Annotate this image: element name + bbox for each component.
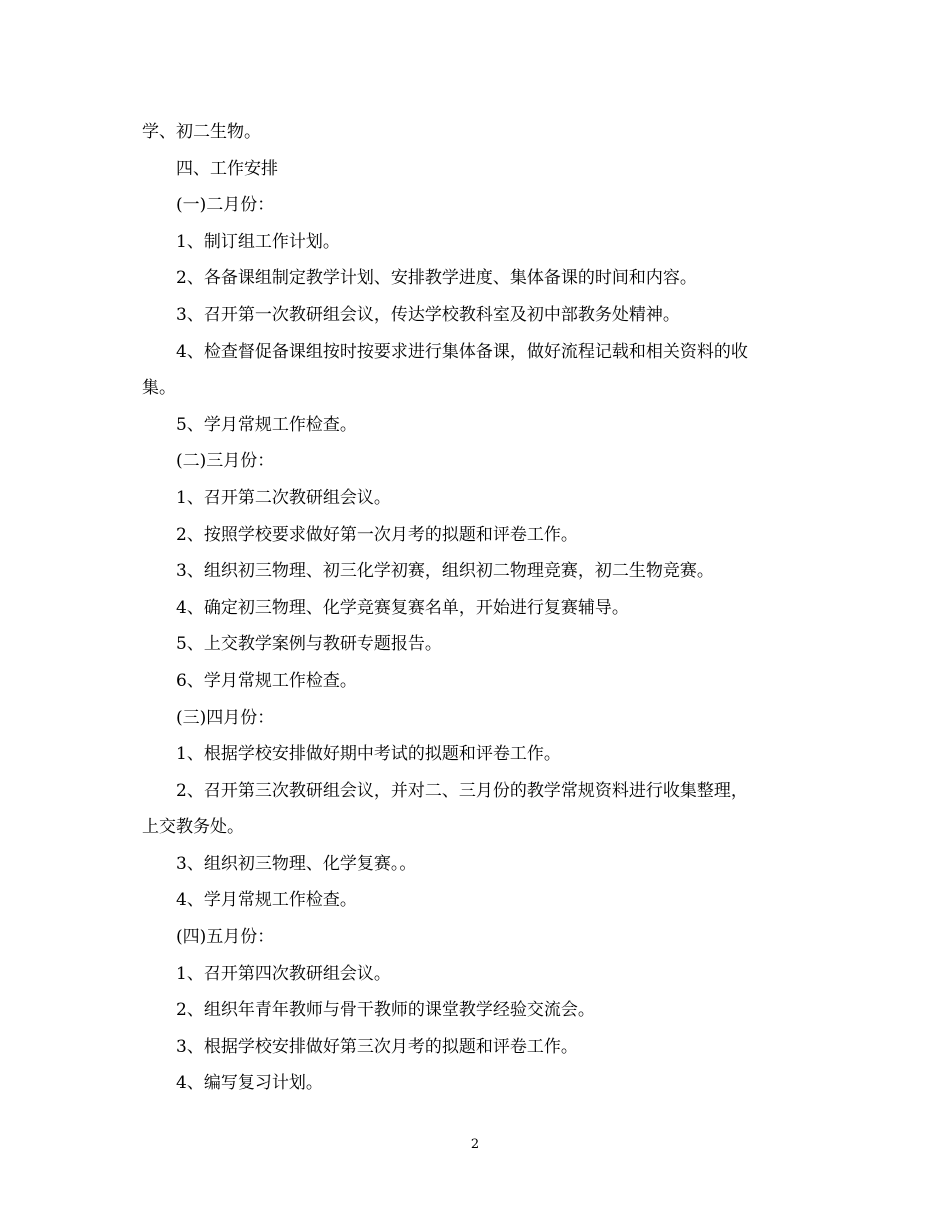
text-line: 5、上交教学案例与教研专题报告。 (176, 634, 442, 655)
text-line: (二)三月份： (176, 451, 275, 472)
text-line: 2、各备课组制定教学计划、安排教学进度、集体备课的时间和内容。 (176, 268, 697, 289)
text-line: 4、检查督促备课组按时按要求进行集体备课，做好流程记载和相关资料的收 (176, 341, 748, 362)
text-line: 1、制订组工作计划。 (176, 231, 340, 252)
text-line: 2、按照学校要求做好第一次月考的拟题和评卷工作。 (176, 524, 578, 545)
text-line: (三)四月份： (176, 707, 275, 728)
text-line: (一)二月份： (176, 195, 275, 216)
text-line: 学、初二生物。 (142, 122, 261, 142)
text-line: 1、召开第二次教研组会议。 (176, 487, 391, 508)
page-number: 2 (470, 1137, 480, 1152)
text-line: 5、学月常规工作检查。 (176, 414, 357, 435)
text-line: 2、召开第三次教研组会议，并对二、三月份的教学常规资料进行收集整理， (176, 780, 748, 801)
text-line: 上交教务处。 (142, 817, 244, 838)
text-line: 4、学月常规工作检查。 (176, 890, 357, 911)
text-line: 四、工作安排 (176, 158, 278, 179)
text-line: 3、根据学校安排做好第三次月考的拟题和评卷工作。 (176, 1036, 578, 1057)
text-line: 3、组织初三物理、化学复赛。。 (176, 853, 417, 874)
text-line: 1、根据学校安排做好期中考试的拟题和评卷工作。 (176, 744, 561, 765)
text-line: (四)五月份： (176, 927, 275, 948)
text-line: 4、确定初三物理、化学竞赛复赛名单，开始进行复赛辅导。 (176, 597, 629, 618)
text-line: 1、召开第四次教研组会议。 (176, 963, 391, 984)
text-line: 3、召开第一次教研组会议，传达学校教科室及初中部教务处精神。 (176, 304, 680, 325)
text-line: 3、组织初三物理、初三化学初赛，组织初二物理竞赛，初二生物竞赛。 (176, 561, 714, 582)
text-line: 2、组织年青年教师与骨干教师的课堂教学经验交流会。 (176, 1000, 595, 1021)
text-line: 4、编写复习计划。 (176, 1073, 323, 1094)
text-line: 6、学月常规工作检查。 (176, 670, 357, 691)
text-line: 集。 (142, 378, 176, 399)
document-body (142, 114, 808, 1102)
